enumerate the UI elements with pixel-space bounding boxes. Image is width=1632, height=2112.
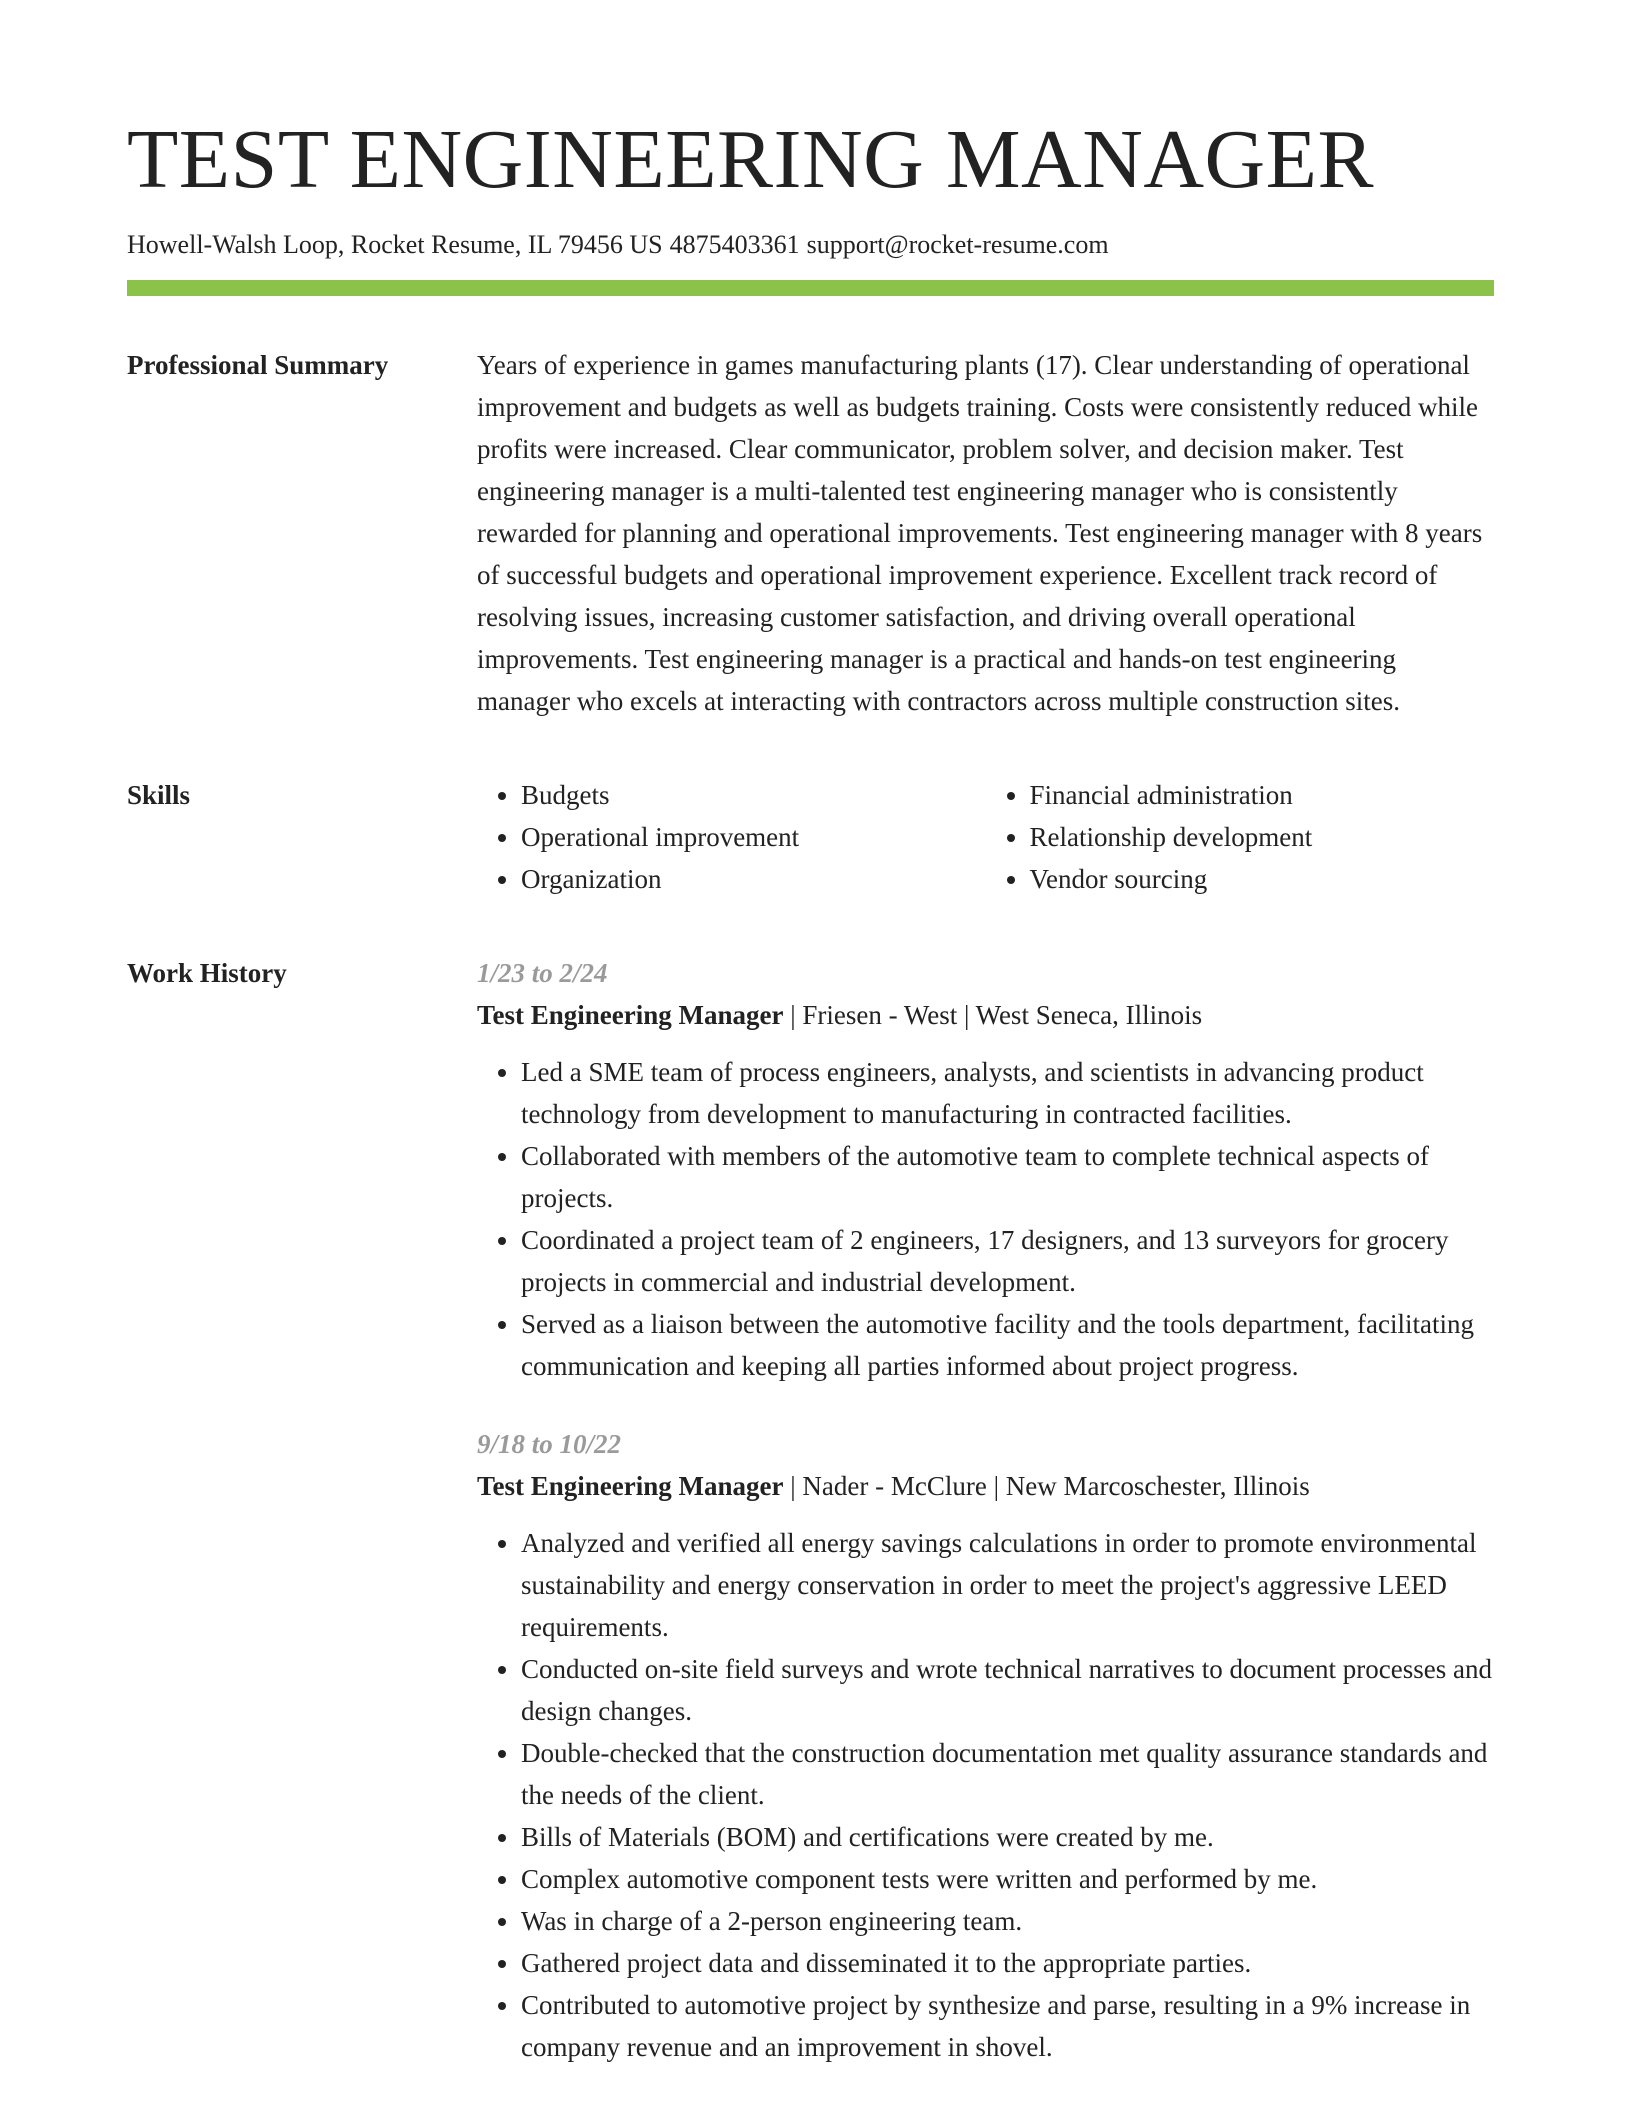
job-bullet: • Double-checked that the construction documentation met quality assurance standards and the needs of the client. [521, 1732, 1494, 1816]
job-bullet: • Complex automotive component tests were written and performed by me. [521, 1858, 1494, 1900]
job-bullet: • Coordinated a project team of 2 engineers, 17 designers, and 13 surveyors for grocery projects in commercial and industrial development. [521, 1219, 1494, 1303]
job-bullet: • Analyzed and verified all energy savings calculations in order to promote environmental sustainability and energy conservation in order to meet the project's aggressive LEED requirements. [521, 1522, 1494, 1648]
skill-item: • Financial administration [1030, 774, 1495, 816]
job-bullet: • Served as a liaison between the automotive facility and the tools department, facilitating communication and keeping all parties informed about project progress. [521, 1303, 1494, 1387]
contact-address: Howell-Walsh Loop, Rocket Resume, IL 79456 US [127, 230, 663, 259]
job-bullet: • Conducted on-site field surveys and wrote technical narratives to document processes and design changes. [521, 1648, 1494, 1732]
job-bullets [477, 1051, 1494, 1387]
job-bullet: • Was in charge of a 2-person engineering team. [521, 1900, 1494, 1942]
skills-list-right [986, 774, 1495, 900]
job-bullet: • Contributed to automotive project by synthesize and parse, resulting in a 9% increase in company revenue and an improvement in shovel. [521, 1984, 1494, 2068]
section-label-skills: Skills [127, 779, 191, 810]
section-label-summary: Professional Summary [127, 349, 389, 380]
job-bullet: • Collaborated with members of the automotive team to complete technical aspects of projects. [521, 1135, 1494, 1219]
contact-phone: 4875403361 [669, 230, 800, 259]
skill-item: • Operational improvement [521, 816, 986, 858]
job-details: | Friesen - West | West Seneca, Illinois [783, 999, 1203, 1030]
skill-item: • Relationship development [1030, 816, 1495, 858]
skill-item: • Budgets [521, 774, 986, 816]
contact-email: support@rocket-resume.com [806, 230, 1109, 259]
job-heading [477, 994, 1494, 1036]
job-details: | Nader - McClure | New Marcoschester, Illinois [783, 1470, 1310, 1501]
job-bullet: • Bills of Materials (BOM) and certifications were created by me. [521, 1816, 1494, 1858]
job-bullet: • Led a SME team of process engineers, analysts, and scientists in advancing product technology from development to manufacturing in contracted facilities. [521, 1051, 1494, 1135]
skills-list-left [477, 774, 986, 900]
resume-page [127, 113, 1494, 2104]
section-label-work-history: Work History [127, 957, 287, 988]
job-title: Test Engineering Manager [477, 1470, 784, 1501]
resume-name: TEST ENGINEERING MANAGER [127, 113, 1375, 206]
job-bullet: • Gathered project data and disseminated it to the appropriate parties. [521, 1942, 1494, 1984]
skills-section [127, 774, 1494, 900]
job-heading [477, 1465, 1494, 1507]
work-history-section [127, 952, 1494, 2104]
accent-divider [127, 280, 1494, 296]
job-entry [477, 952, 1494, 1387]
summary-section [127, 344, 1494, 722]
job-title: Test Engineering Manager [477, 999, 784, 1030]
summary-text: Years of experience in games manufacturing plants (17). Clear understanding of operational improvement and budgets as well as budgets training. Costs were consistently reduced while profits were increased. Clear communicator, problem solver, and decision maker. Test engineering manager is a multi-talented test engineering manager who is consistently rewarded for planning and operational improvements. Test engineering manager with 8 years of successful budgets and operational improvement experience. Excellent track record of resolving issues, increasing customer satisfaction, and driving overall operational improvements. Test engineering manager is a practical and hands-on test engineering manager who excels at interacting with contractors across multiple construction sites. [477, 349, 1483, 716]
contact-line [127, 228, 1494, 262]
job-dates: 9/18 to 10/22 [477, 1428, 622, 1459]
job-bullets [477, 1522, 1494, 2068]
job-entry [477, 1423, 1494, 2068]
job-dates: 1/23 to 2/24 [477, 957, 608, 988]
skill-item: • Organization [521, 858, 986, 900]
skill-item: • Vendor sourcing [1030, 858, 1495, 900]
